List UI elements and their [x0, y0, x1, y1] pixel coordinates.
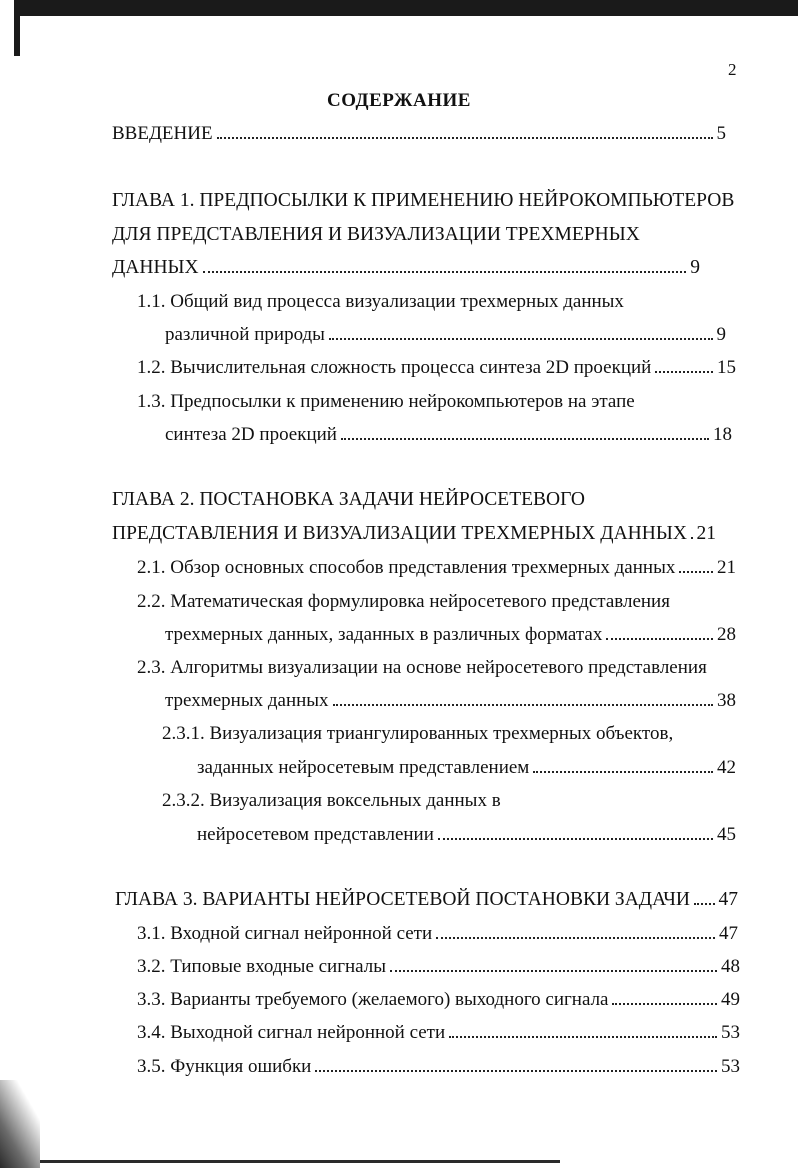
dot-leader — [390, 970, 717, 972]
dot-leader — [612, 1003, 717, 1005]
toc-label: трехмерных данных — [165, 690, 329, 711]
toc-page: 53 — [721, 1022, 740, 1043]
toc-entry-intro[interactable] — [112, 122, 726, 146]
section-2-3-line-1: 2.3. Алгоритмы визуализации на основе нейросетевого представления — [137, 657, 707, 678]
toc-label: ВВЕДЕНИЕ — [112, 123, 213, 144]
dot-leader — [438, 838, 713, 840]
toc-label: нейросетевом представлении — [197, 824, 434, 845]
toc-page: 21 — [717, 557, 736, 578]
toc-page: 9 — [716, 324, 726, 345]
toc-entry-3-1[interactable] — [137, 922, 738, 946]
section-2-2-line-1: 2.2. Математическая формулировка нейросетевого представления — [137, 591, 670, 612]
toc-page: 21 — [696, 523, 716, 544]
dot-leader — [533, 771, 713, 773]
toc-entry-1-2[interactable] — [137, 356, 736, 380]
toc-label: 3.2. Типовые входные сигналы — [137, 956, 387, 977]
section-2-3-1-line-1: 2.3.1. Визуализация триангулированных трехмерных объектов, — [162, 723, 674, 744]
dot-leader — [333, 704, 713, 706]
toc-page: 47 — [719, 923, 738, 944]
scan-edge-top — [18, 0, 798, 16]
toc-label: трехмерных данных, заданных в различных форматах — [165, 624, 603, 645]
toc-entry-2-3-2[interactable] — [197, 823, 736, 847]
toc-page: 45 — [717, 824, 736, 845]
toc-label: ГЛАВА 3. ВАРИАНТЫ НЕЙРОСЕТЕВОЙ ПОСТАНОВКИ ЗАДАЧИ — [115, 889, 690, 910]
toc-entry-2-2[interactable] — [165, 623, 736, 647]
dot-leader — [203, 271, 687, 273]
toc-entry-2-3[interactable] — [165, 689, 736, 713]
chapter1-title-line-2: ДЛЯ ПРЕДСТАВЛЕНИЯ И ВИЗУАЛИЗАЦИИ ТРЕХМЕРНЫХ — [112, 224, 640, 245]
toc-entry-3-2[interactable] — [137, 955, 740, 979]
dot-leader — [329, 338, 713, 340]
scan-shadow-corner — [0, 1080, 40, 1168]
section-1-3-line-1: 1.3. Предпосылки к применению нейрокомпьютеров на этапе — [137, 391, 635, 412]
toc-label: ПРЕДСТАВЛЕНИЯ И ВИЗУАЛИЗАЦИИ ТРЕХМЕРНЫХ ДАННЫХ — [112, 523, 687, 544]
chapter2-title-line-1: ГЛАВА 2. ПОСТАНОВКА ЗАДАЧИ НЕЙРОСЕТЕВОГО — [112, 489, 585, 510]
toc-entry-1-3[interactable] — [165, 423, 732, 447]
toc-entry-chapter2[interactable] — [112, 522, 716, 546]
toc-entry-3-3[interactable] — [137, 988, 740, 1012]
scan-edge-bottom — [40, 1160, 560, 1163]
toc-page: 47 — [718, 889, 738, 910]
section-2-3-2-line-1: 2.3.2. Визуализация воксельных данных в — [162, 790, 501, 811]
toc-entry-1-1[interactable] — [165, 323, 726, 347]
toc-label: 3.4. Выходной сигнал нейронной сети — [137, 1022, 446, 1043]
toc-label: 3.1. Входной сигнал нейронной сети — [137, 923, 433, 944]
dot-leader — [217, 137, 713, 139]
toc-page: 5 — [716, 123, 726, 144]
toc-label: различной природы — [165, 324, 325, 345]
dot-leader — [691, 537, 693, 539]
toc-page: 42 — [717, 757, 736, 778]
toc-page: 18 — [713, 424, 732, 445]
toc-label: 1.2. Вычислительная сложность процесса синтеза 2D проекций — [137, 357, 652, 378]
toc-label: 3.3. Варианты требуемого (желаемого) выходного сигнала — [137, 989, 609, 1010]
toc-label: синтеза 2D проекций — [165, 424, 337, 445]
dot-leader — [315, 1070, 717, 1072]
page-title: СОДЕРЖАНИЕ — [327, 90, 471, 111]
toc-entry-2-3-1[interactable] — [197, 756, 736, 780]
chapter1-title-line-1: ГЛАВА 1. ПРЕДПОСЫЛКИ К ПРИМЕНЕНИЮ НЕЙРОКОМПЬЮТЕРОВ — [112, 190, 735, 211]
toc-page: 48 — [721, 956, 740, 977]
toc-entry-2-1[interactable] — [137, 556, 736, 580]
dot-leader — [655, 371, 713, 373]
toc-label: 2.1. Обзор основных способов представления трехмерных данных — [137, 557, 676, 578]
toc-label: 3.5. Функция ошибки — [137, 1056, 312, 1077]
toc-page: 49 — [721, 989, 740, 1010]
toc-entry-chapter3[interactable] — [115, 888, 738, 912]
dot-leader — [449, 1036, 717, 1038]
toc-entry-chapter1[interactable] — [112, 256, 700, 280]
page-number: 2 — [728, 60, 737, 79]
dot-leader — [694, 903, 715, 905]
dot-leader — [436, 937, 715, 939]
dot-leader — [341, 438, 709, 440]
toc-label: заданных нейросетевым представлением — [197, 757, 530, 778]
toc-page: 15 — [717, 357, 736, 378]
toc-page: 28 — [717, 624, 736, 645]
section-1-1-line-1: 1.1. Общий вид процесса визуализации трехмерных данных — [137, 291, 624, 312]
dot-leader — [679, 571, 713, 573]
toc-page: 9 — [690, 257, 700, 278]
toc-entry-3-5[interactable] — [137, 1055, 740, 1079]
toc-page: 38 — [717, 690, 736, 711]
toc-page: 53 — [721, 1056, 740, 1077]
toc-entry-3-4[interactable] — [137, 1021, 740, 1045]
toc-label: ДАННЫХ — [112, 257, 199, 278]
scan-edge-left — [14, 0, 20, 56]
dot-leader — [606, 638, 713, 640]
